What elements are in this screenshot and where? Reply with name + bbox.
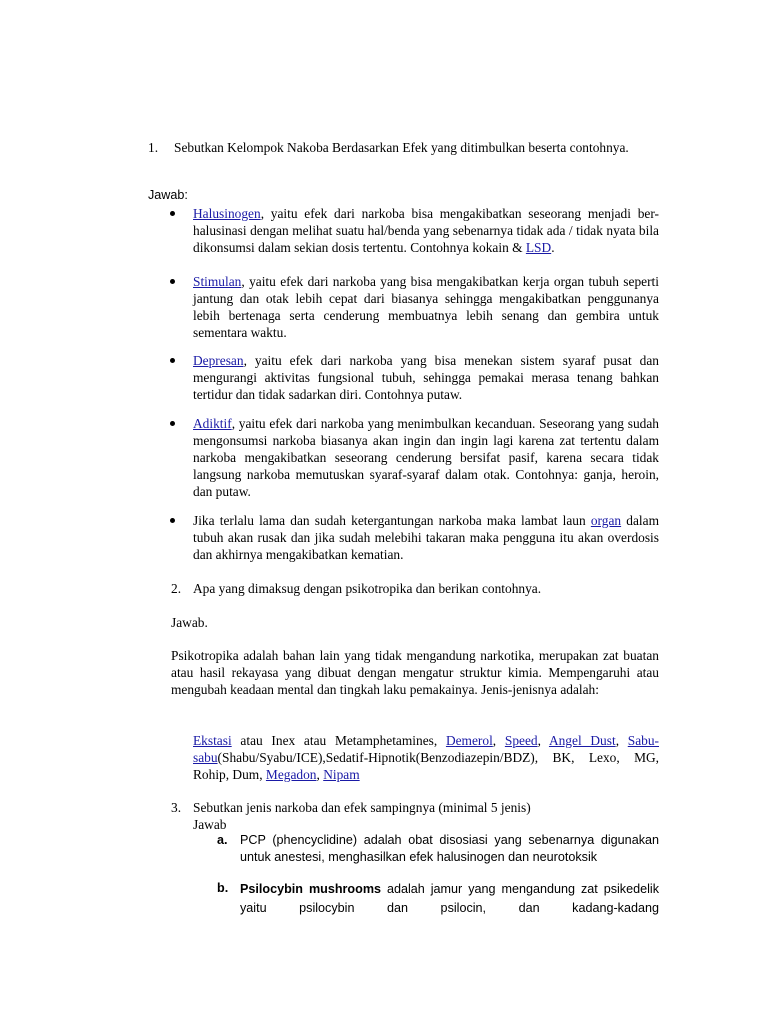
question-1-text: Sebutkan Kelompok Nakoba Berdasarkan Efek yang ditimbulkan beserta contohnya. bbox=[174, 140, 629, 155]
link-depresan[interactable]: Depresan bbox=[193, 353, 244, 368]
link-halusinogen[interactable]: Halusinogen bbox=[193, 206, 261, 221]
link-nipam[interactable]: Nipam bbox=[323, 767, 360, 782]
bullet-text: , yaitu efek dari narkoba yang bisa mengakibatkan kerja organ tubuh seperti jantung dan otak lebih cepat dari biasanya sehingga mengakibatkan penggunanya lebih bertenaga serta cenderung membuatnya lebih senang dan gembira untuk sementara waktu. bbox=[193, 274, 659, 340]
link-lsd[interactable]: LSD bbox=[525, 240, 552, 255]
answer-1-label: Jawab: bbox=[148, 188, 188, 202]
link-organ[interactable]: organ bbox=[590, 513, 622, 528]
bullet-text: Jika terlalu lama dan sudah ketergantungan narkoba maka lambat laun bbox=[193, 513, 591, 528]
bullet-dot bbox=[170, 279, 175, 284]
bullet-item-stimulan bbox=[193, 273, 659, 341]
bullet-text: , yaitu efek dari narkoba bisa mengakibatkan seseorang menjadi ber-halusinasi dengan melihat suatu hal/benda yang sebenarnya tidak ada / tidak nyata bila dikonsumsi dalam sekian dosis tertentu. Contohnya kokain & bbox=[193, 206, 659, 255]
answer-2-label: Jawab. bbox=[171, 615, 208, 630]
sub-item-b-body: adalah jamur yang mengandung zat psikedelik yaitu psilocybin dan psilocin, dan kadang-kadang bbox=[240, 882, 660, 915]
separator: , bbox=[537, 733, 549, 748]
separator: , bbox=[492, 733, 505, 748]
bullet-tail: . bbox=[551, 240, 555, 255]
sub-item-b-text bbox=[240, 880, 659, 918]
link-speed[interactable]: Speed bbox=[504, 733, 538, 748]
bullet-item-organ bbox=[193, 512, 659, 563]
link-sabu-sabu[interactable]: Sabu-sabu bbox=[193, 733, 660, 765]
question-3-number: 3. bbox=[171, 800, 182, 815]
sub-item-a-text: PCP (phencyclidine) adalah obat disosiasi yang sebenarnya digunakan untuk anestesi, menghasilkan efek halusinogen dan neurotoksik bbox=[240, 833, 659, 864]
question-2-number: 2. bbox=[171, 581, 182, 596]
link-stimulan[interactable]: Stimulan bbox=[193, 274, 242, 289]
link-adiktif[interactable]: Adiktif bbox=[193, 416, 232, 431]
link-megadon[interactable]: Megadon bbox=[265, 767, 317, 782]
bullet-dot bbox=[170, 211, 175, 216]
psikotropika-examples bbox=[193, 732, 659, 783]
question-1-number: 1. bbox=[148, 140, 159, 155]
bullet-dot bbox=[170, 518, 175, 523]
question-2-text: Apa yang dimaksug dengan psikotropika dan berikan contohnya. bbox=[193, 581, 542, 596]
psikotropika-paragraph: Psikotropika adalah bahan lain yang tidak mengandung narkotika, merupakan zat buatan atau hasil rekayasa yang dibuat dengan mengatur struktur kimia. Mempengaruhi atau mengubah keadaan mental dan tingkah laku pemakainya. Jenis-jenisnya adalah: bbox=[171, 648, 659, 697]
link-angel-dust[interactable]: Angel Dust bbox=[548, 733, 616, 748]
link-demerol[interactable]: Demerol bbox=[445, 733, 493, 748]
examples-text: atau Inex atau Metamphetamines, bbox=[231, 733, 446, 748]
sub-item-b-letter: b. bbox=[217, 881, 229, 895]
bullet-dot bbox=[170, 358, 175, 363]
bullet-item-adiktif bbox=[193, 415, 659, 500]
examples-text: (Shabu/Syabu/ICE),Sedatif-Hipnotik(Benzodiazepin/BDZ), BK, Lexo, MG, Rohip, Dum, bbox=[193, 750, 659, 782]
bullet-text: dalam tubuh akan rusak dan jika sudah melebihi takaran maka pengguna itu akan overdosis dan akhirnya mengakibatkan kematian. bbox=[193, 513, 659, 562]
bullet-text: , yaitu efek dari narkoba yang bisa menekan sistem syaraf pusat dan mengurangi aktivitas fungsional tubuh, sehingga pemakai merasa tenang bahkan tertidur dan tidak sadarkan diri. Contohnya putaw. bbox=[193, 353, 659, 402]
answer-3-label: Jawab bbox=[193, 817, 227, 832]
bullet-item-halusinogen bbox=[193, 205, 659, 256]
psilocybin-bold: Psilocybin mushrooms bbox=[240, 882, 382, 896]
separator: , bbox=[316, 767, 324, 782]
link-ekstasi[interactable]: Ekstasi bbox=[193, 733, 232, 748]
bullet-item-depresan bbox=[193, 352, 659, 403]
question-3-text: Sebutkan jenis narkoba dan efek sampingnya (minimal 5 jenis) bbox=[193, 800, 531, 815]
separator: , bbox=[615, 733, 628, 748]
bullet-text: , yaitu efek dari narkoba yang menimbulkan kecanduan. Seseorang yang sudah mengonsumsi narkoba biasanya akan ingin dan ingin lagi karena zat tertentu dalam narkoba mengakibatkan seseorang cenderung bersifat pasif, karena secara tidak langsung narkoba memutuskan syaraf-syaraf dalam otak. Contohnya: ganja, heroin, dan putaw. bbox=[193, 416, 659, 499]
sub-item-a-letter: a. bbox=[217, 833, 228, 847]
bullet-dot bbox=[170, 421, 175, 426]
